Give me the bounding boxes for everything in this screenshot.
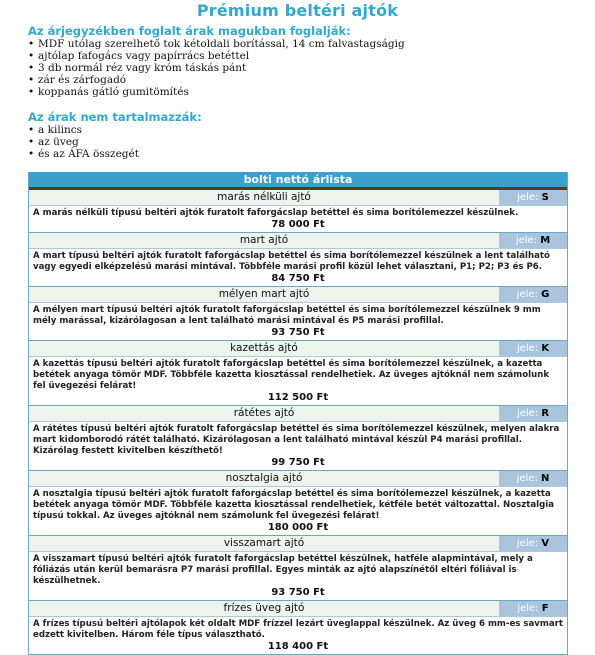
code-label: jele: (516, 473, 538, 484)
door-price: 99 750 Ft (271, 457, 325, 468)
door-description: A frízes típusú beltéri ajtólapok két oldalt MDF frízzel lezárt üveglappal készülnek. Az üveg 6 mm-es savmart edzett kivitelben. Három féle típus választható. (33, 619, 563, 640)
code-label: jele: (517, 603, 539, 614)
bullet-icon: • (28, 86, 35, 98)
table-row (29, 406, 567, 471)
door-code-cell (499, 233, 567, 248)
door-code-cell (499, 190, 567, 205)
row-header (29, 233, 567, 249)
door-description: A rátétes típusú beltéri ajtók furatolt faforgácslap betéttel és sima borítólemezzel készülnek, melyen alakra mart kidomborodó rátét található. Kizárólagosan a lent található mintával készül P4 marási profillal. Kizárólag festett kivitelben készíthető! (33, 424, 560, 456)
door-description: A marás nélküli típusú beltéri ajtók furatolt faforgácslap betéttel és sima borítólemezzel készülnek. (33, 208, 519, 218)
door-price: 93 750 Ft (271, 327, 325, 338)
door-code: S (541, 192, 549, 203)
included-heading: Az árjegyzékben foglalt árak magukban foglalják: (28, 24, 351, 38)
door-type-name: nosztalgia ajtó (29, 471, 499, 486)
row-body (29, 487, 567, 536)
bullet-icon: • (28, 74, 35, 86)
row-body (29, 552, 567, 601)
list-item (28, 62, 595, 74)
door-code-cell (499, 287, 567, 302)
bullet-icon: • (28, 62, 35, 74)
bullet-icon: • (28, 38, 35, 50)
door-type-name: mart ajtó (29, 233, 499, 248)
row-body (29, 357, 567, 406)
table-row (29, 536, 567, 601)
list-item-text: az üveg (38, 136, 79, 148)
row-body (29, 422, 567, 471)
code-label: jele: (515, 235, 538, 246)
row-body (29, 249, 567, 287)
door-code-cell (499, 341, 567, 356)
door-description: A nosztalgia típusú beltéri ajtók furatolt faforgácslap betéttel és sima borítólemezzel készülnek, a kazetta betétek anyaga tömör MDF. Többféle kazetta kiosztással rendelhetiek, kétféle betét változattal. Nosztalgia típusú tokkal. Az üveges ajtóknál nem számolunk fel üvegezési felárat! (33, 489, 554, 521)
door-code: G (541, 289, 550, 300)
table-row (29, 233, 567, 287)
code-label: jele: (516, 343, 539, 354)
door-price: 84 750 Ft (271, 273, 325, 284)
bullet-icon: • (28, 136, 35, 148)
door-price: 78 000 Ft (271, 219, 325, 230)
row-header (29, 287, 567, 303)
list-item-text: 3 db normál réz vagy króm táskás pánt (38, 62, 247, 74)
list-item-text: MDF utólag szerelhető tok kétoldali borítással, 14 cm falvastagságig (38, 38, 405, 50)
row-header (29, 406, 567, 422)
door-code: V (541, 538, 550, 549)
list-item (28, 148, 595, 160)
door-code: F (541, 603, 549, 614)
list-item (28, 38, 595, 50)
door-code: M (540, 235, 551, 246)
excluded-list (0, 124, 595, 160)
door-code: K (541, 343, 550, 354)
table-row (29, 190, 567, 233)
table-row (29, 287, 567, 341)
excluded-heading: Az árak nem tartalmazzák: (28, 110, 202, 124)
bullet-icon: • (28, 124, 35, 136)
table-row (29, 601, 567, 655)
list-item (28, 86, 595, 98)
door-code: N (541, 473, 550, 484)
row-header (29, 601, 567, 617)
door-type-name: visszamart ajtó (29, 536, 499, 551)
included-list (0, 38, 595, 98)
door-description: A visszamart típusú beltéri ajtók furatolt faforgácslap betéttel készülnek, hatféle alapmintával, mely a fóliázás után kerül bemarásra P7 marási profillal. Egyes minták az ajtó alapszínétől eltéri fóliával is készülhetnek. (33, 554, 533, 586)
row-header (29, 536, 567, 552)
door-price: 180 000 Ft (267, 522, 329, 533)
table-row (29, 341, 567, 406)
door-price: 118 400 Ft (267, 641, 329, 652)
door-code-cell (499, 471, 567, 486)
code-label: jele: (516, 289, 538, 300)
code-label: jele: (516, 408, 539, 419)
door-code-cell (499, 536, 567, 551)
door-type-name: marás nélküli ajtó (29, 190, 499, 205)
row-body (29, 617, 567, 655)
list-item (28, 136, 595, 148)
table-header: bolti nettó árlista (29, 172, 567, 190)
door-description: A mélyen mart típusú beltéri ajtók furatolt faforgácslap betéttel és sima borítólemezzel készülnek 9 mm mély marással, kizárólagosan a lent található marási mintával és P5 marási profillal. (33, 305, 541, 326)
door-description: A kazettás típusú beltéri ajtók furatolt faforgácslap betéttel és sima borítólemezzel készülnek, a kazetta betétek anyaga tömör MDF. Többféle kazetta kiosztással rendelhetiek. Az üveges ajtóknál nem számolunk fel üvegezési felárat! (33, 359, 550, 391)
bullet-icon: • (28, 50, 35, 62)
list-item-text: ajtólap fafogács vagy papírrács betéttel (38, 50, 250, 62)
table-rows (29, 190, 567, 655)
row-body (29, 303, 567, 341)
door-price: 93 750 Ft (271, 587, 325, 598)
door-type-name: kazettás ajtó (29, 341, 499, 356)
list-item (28, 50, 595, 62)
bullet-icon: • (28, 148, 35, 160)
door-type-name: frízes üveg ajtó (29, 601, 499, 616)
door-code-cell (499, 406, 567, 421)
list-item (28, 74, 595, 86)
page-title: Prémium beltéri ajtók (196, 1, 399, 20)
row-body (29, 206, 567, 233)
list-item-text: a kilincs (38, 124, 83, 136)
row-header (29, 341, 567, 357)
list-item-text: és az ÁFA összegét (38, 148, 139, 160)
code-label: jele: (516, 538, 539, 549)
row-header (29, 190, 567, 206)
door-code: R (541, 408, 550, 419)
row-header (29, 471, 567, 487)
table-row (29, 471, 567, 536)
door-code-cell (499, 601, 567, 616)
list-item (28, 124, 595, 136)
price-table (28, 172, 568, 655)
door-type-name: mélyen mart ajtó (29, 287, 499, 302)
door-description: A mart típusú beltéri ajtók furatolt faforgácslap betéttel és sima borítólemezzel készülnek a lent található vagy egyedi elképzelésű marási mintával. Többféle marási profil közül lehet választani, P1; P2; P3 és P6. (33, 251, 550, 272)
door-type-name: rátétes ajtó (29, 406, 499, 421)
list-item-text: koppanás gátló gumitömítés (38, 86, 189, 98)
door-price: 112 500 Ft (267, 392, 329, 403)
page (0, 1, 595, 652)
list-item-text: zár és zárfogadó (38, 74, 127, 86)
code-label: jele: (517, 192, 539, 203)
